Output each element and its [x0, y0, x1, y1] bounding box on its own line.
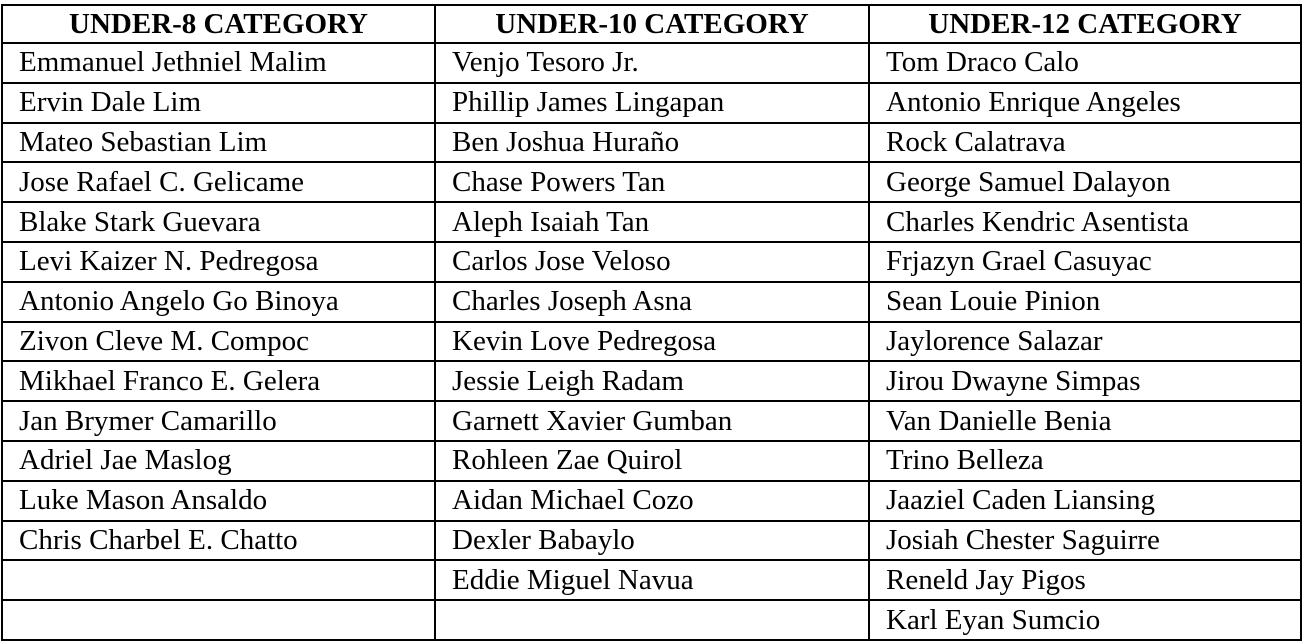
table-row	[2, 282, 1301, 322]
player-name-under-8: Antonio Angelo Go Binoya	[2, 282, 435, 322]
player-name-under-12: Reneld Jay Pigos	[869, 560, 1301, 600]
player-name-under-12: Antonio Enrique Angeles	[869, 83, 1301, 123]
table-row	[2, 83, 1301, 123]
player-name-under-8: Zivon Cleve M. Compoc	[2, 322, 435, 362]
table-row	[2, 481, 1301, 521]
player-name-under-10: Eddie Miguel Navua	[435, 560, 869, 600]
player-name-under-8: Mateo Sebastian Lim	[2, 123, 435, 163]
table-row	[2, 600, 1301, 640]
player-name-under-10: Garnett Xavier Gumban	[435, 401, 869, 441]
table-row	[2, 521, 1301, 561]
player-name-under-8: Jose Rafael C. Gelicame	[2, 162, 435, 202]
player-name-under-10: Venjo Tesoro Jr.	[435, 43, 869, 83]
player-name-under-10: Charles Joseph Asna	[435, 282, 869, 322]
player-name-under-12: Sean Louie Pinion	[869, 282, 1301, 322]
player-name-under-10: Ben Joshua Huraño	[435, 123, 869, 163]
player-name-under-10: Aleph Isaiah Tan	[435, 202, 869, 242]
player-name-under-10: Kevin Love Pedregosa	[435, 322, 869, 362]
player-name-under-8: Chris Charbel E. Chatto	[2, 521, 435, 561]
player-name-under-12: Josiah Chester Saguirre	[869, 521, 1301, 561]
player-name-under-12: Charles Kendric Asentista	[869, 202, 1301, 242]
header-under-10: UNDER-10 CATEGORY	[435, 5, 869, 43]
player-name-under-10	[435, 600, 869, 640]
player-name-under-8: Emmanuel Jethniel Malim	[2, 43, 435, 83]
table-row	[2, 441, 1301, 481]
player-name-under-12: George Samuel Dalayon	[869, 162, 1301, 202]
player-name-under-8: Mikhael Franco E. Gelera	[2, 361, 435, 401]
table-row	[2, 43, 1301, 83]
table-row	[2, 242, 1301, 282]
player-name-under-10: Phillip James Lingapan	[435, 83, 869, 123]
header-under-8: UNDER-8 CATEGORY	[2, 5, 435, 43]
player-name-under-8	[2, 560, 435, 600]
table-row	[2, 560, 1301, 600]
table-row	[2, 361, 1301, 401]
player-name-under-8: Blake Stark Guevara	[2, 202, 435, 242]
player-name-under-12: Jaylorence Salazar	[869, 322, 1301, 362]
table-row	[2, 162, 1301, 202]
player-name-under-12: Jaaziel Caden Liansing	[869, 481, 1301, 521]
player-name-under-8: Luke Mason Ansaldo	[2, 481, 435, 521]
header-under-12: UNDER-12 CATEGORY	[869, 5, 1301, 43]
player-name-under-8: Levi Kaizer N. Pedregosa	[2, 242, 435, 282]
player-name-under-8: Ervin Dale Lim	[2, 83, 435, 123]
header-row	[2, 5, 1301, 43]
player-name-under-12: Karl Eyan Sumcio	[869, 600, 1301, 640]
table-row	[2, 401, 1301, 441]
category-roster-table	[1, 4, 1302, 641]
player-name-under-12: Jirou Dwayne Simpas	[869, 361, 1301, 401]
player-name-under-12: Van Danielle Benia	[869, 401, 1301, 441]
player-name-under-8: Adriel Jae Maslog	[2, 441, 435, 481]
player-name-under-10: Aidan Michael Cozo	[435, 481, 869, 521]
table-row	[2, 322, 1301, 362]
player-name-under-10: Carlos Jose Veloso	[435, 242, 869, 282]
player-name-under-8: Jan Brymer Camarillo	[2, 401, 435, 441]
player-name-under-10: Jessie Leigh Radam	[435, 361, 869, 401]
player-name-under-12: Tom Draco Calo	[869, 43, 1301, 83]
table-body	[2, 43, 1301, 640]
player-name-under-10: Dexler Babaylo	[435, 521, 869, 561]
table-row	[2, 123, 1301, 163]
player-name-under-12: Trino Belleza	[869, 441, 1301, 481]
player-name-under-10: Chase Powers Tan	[435, 162, 869, 202]
table-header	[2, 5, 1301, 43]
player-name-under-12: Rock Calatrava	[869, 123, 1301, 163]
player-name-under-10: Rohleen Zae Quirol	[435, 441, 869, 481]
table-row	[2, 202, 1301, 242]
player-name-under-8	[2, 600, 435, 640]
player-name-under-12: Frjazyn Grael Casuyac	[869, 242, 1301, 282]
